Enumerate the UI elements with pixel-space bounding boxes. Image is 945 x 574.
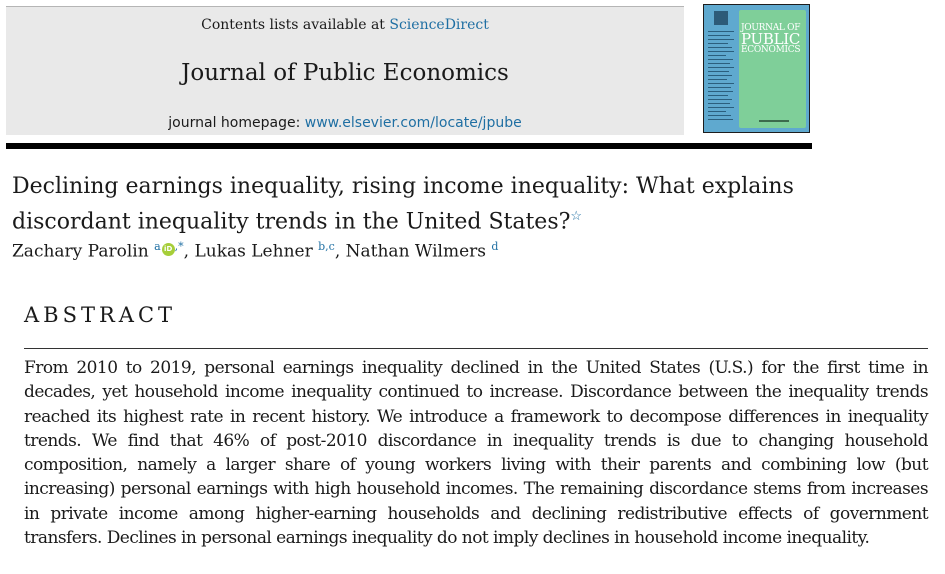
author-affiliation[interactable]: d	[491, 240, 499, 253]
abstract-divider	[24, 348, 928, 349]
author-affiliation[interactable]: b,c	[318, 240, 335, 253]
journal-header	[6, 6, 684, 135]
cover-sidebar	[708, 11, 738, 129]
sciencedirect-link[interactable]: ScienceDirect	[389, 17, 489, 33]
article-title-text: Declining earnings inequality, rising income inequality: What explains discordant inequality trends in the United States?	[12, 174, 794, 235]
article-title	[12, 172, 812, 237]
orcid-icon[interactable]: iD	[162, 243, 175, 256]
header-divider	[6, 143, 812, 149]
author-name[interactable]: Lukas Lehner	[194, 241, 313, 262]
author-name[interactable]: Nathan Wilmers	[345, 241, 486, 262]
cover-title-line2: PUBLIC	[741, 30, 801, 48]
homepage-line	[6, 115, 684, 131]
homepage-prefix: journal homepage:	[168, 115, 305, 131]
cover-divider	[759, 120, 789, 122]
journal-cover-image[interactable]	[703, 4, 810, 133]
cover-panel	[739, 10, 806, 128]
author-name[interactable]: Zachary Parolin	[12, 241, 149, 262]
contents-line	[6, 17, 684, 33]
cover-title-line3: ECONOMICS	[741, 45, 801, 55]
cover-title-line1: JOURNAL OF	[741, 23, 801, 33]
abstract-text: From 2010 to 2019, personal earnings inequality declined in the United States (U.S.) for the first time in decades, yet household income inequality continued to increase. Discordance between the inequality trends reached its highest rate in recent history. We introduce a framework to decompose differences in inequality trends. We find that 46% of post-2010 discordance in inequality trends is due to changing household composition, namely a larger share of young workers living with their parents and combining low (but increasing) personal earnings with high household incomes. The remaining discordance stems from increases in private income among higher-earning households and declining redistributive effects of government transfers. Declines in personal earnings inequality do not imply declines in household income inequality.	[24, 358, 928, 549]
title-footnote-star[interactable]: ☆	[570, 209, 583, 224]
journal-name: Journal of Public Economics	[181, 60, 509, 86]
contents-prefix: Contents lists available at	[201, 17, 390, 33]
homepage-link[interactable]: www.elsevier.com/locate/jpube	[304, 115, 522, 131]
author-correspondence-mark[interactable]: ,*	[174, 240, 184, 253]
elsevier-logo-icon	[714, 11, 728, 25]
abstract-heading: ABSTRACT	[24, 303, 177, 327]
cover-title	[741, 24, 804, 55]
author-affiliation[interactable]: a	[154, 240, 161, 253]
author-list: Zachary Parolin $^a$ iD ,*, Lukas Lehner $^{b,c}$, Nathan Wilmers $^d$	[12, 240, 499, 262]
